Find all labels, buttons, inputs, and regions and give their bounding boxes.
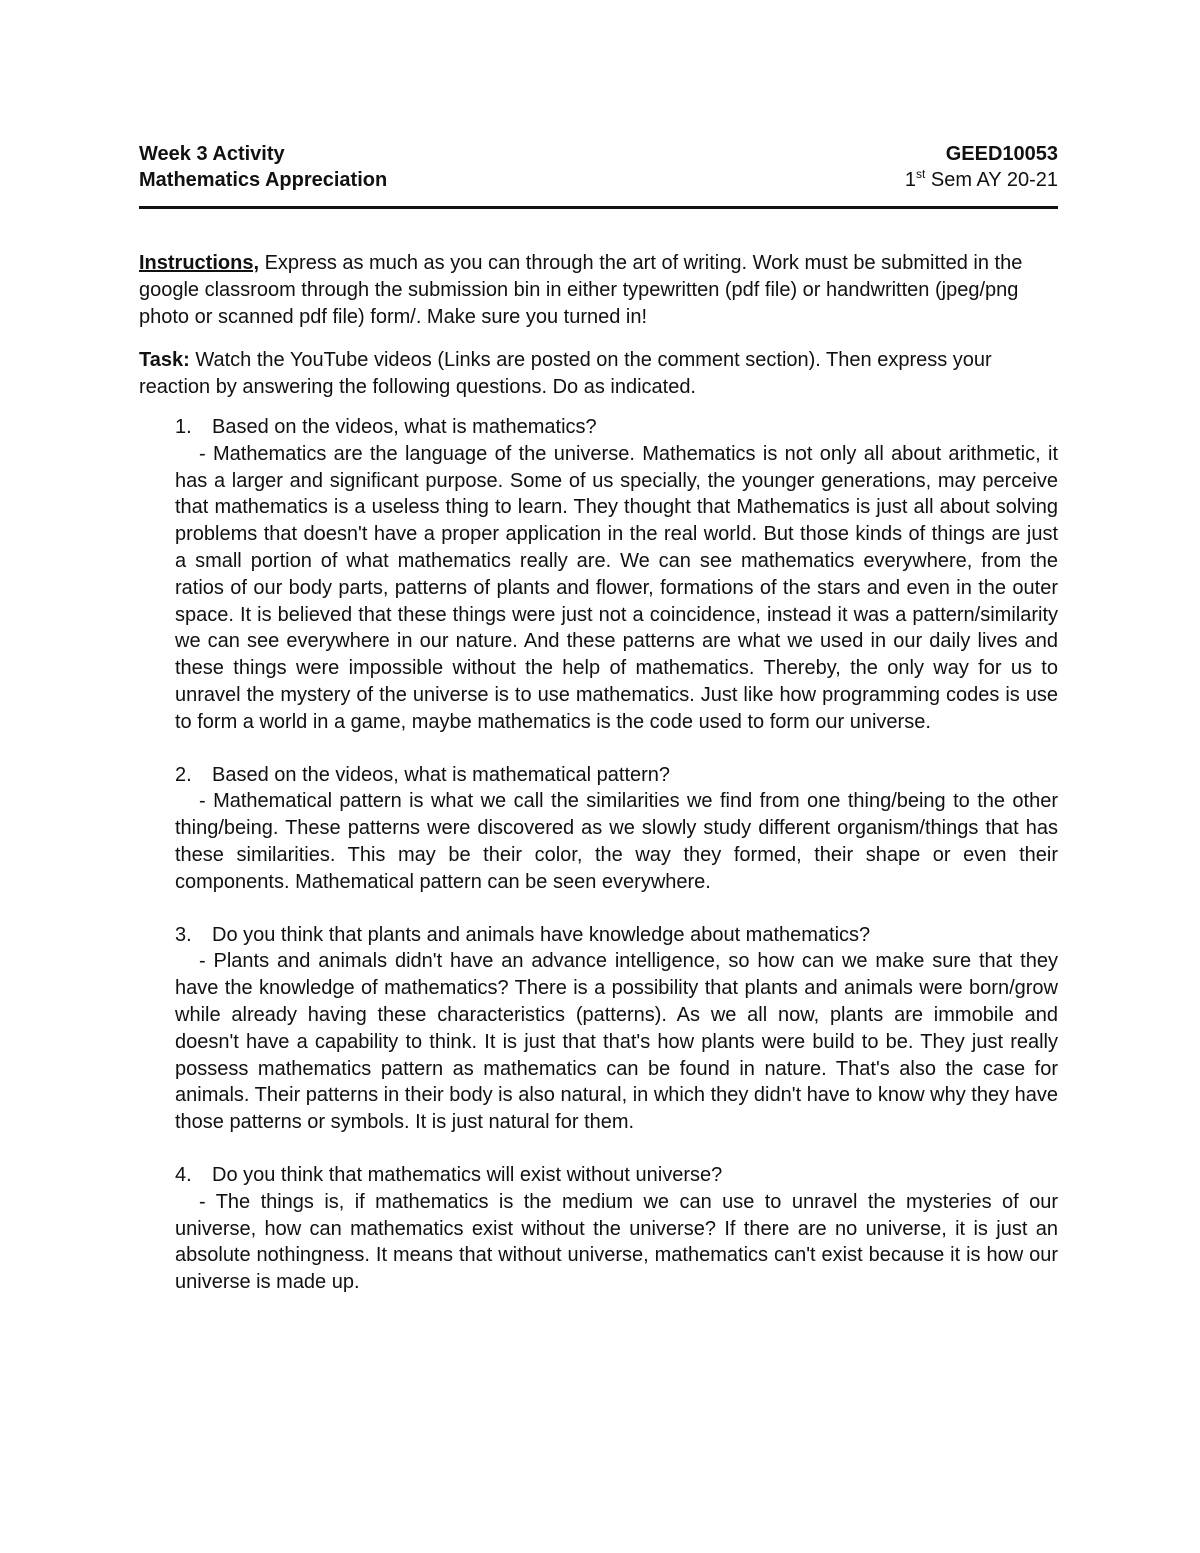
question-text: Do you think that plants and animals have knowledge about mathematics? — [212, 923, 871, 946]
header-divider — [139, 206, 1058, 209]
question-item-1 — [139, 414, 1058, 736]
question-item-2 — [139, 762, 1058, 896]
question-number: 4. — [175, 1163, 192, 1186]
question-item-4 — [139, 1162, 1058, 1296]
answer-text: - Plants and animals didn't have an advance intelligence, so how can we make sure that they have the knowledge of mathematics? There is a possibility that plants and animals were born/grow while already having these characteristics (patterns). As we all now, plants are immobile and doesn't have a capability to think. It is just that that's how plants were build to be. They just really possess mathematics pattern as mathematics can be found in nature. That's also the case for animals. Their patterns in their body is also natural, in which they didn't have to know why they have those patterns or symbols. It is just natural for them. — [175, 950, 1058, 1134]
header-row-1 — [139, 140, 1058, 168]
answer-text: - The things is, if mathematics is the medium we can use to unravel the mysteries of our universe, how can mathematics exist without the universe? If there are no universe, it is just an absolute nothingness. It means that without universe, mathematics can't exist because it is how our universe is made up. — [175, 1190, 1058, 1294]
week-title: Week 3 Activity — [139, 143, 285, 165]
instructions-paragraph — [139, 250, 1058, 330]
question-item-3 — [139, 922, 1058, 1136]
question-text: Do you think that mathematics will exist without universe? — [212, 1163, 723, 1186]
course-name: Mathematics Appreciation — [139, 169, 388, 191]
answer-text: - Mathematical pattern is what we call the similarities we find from one thing/being to the other thing/being. These patterns were discovered as we slowly study different organism/things that has these similarities. This may be their color, the way they formed, their shape or even their components. Mathematical pattern can be seen everywhere. — [175, 790, 1058, 893]
question-list — [139, 414, 1058, 1296]
semester-number: 1 — [904, 169, 916, 191]
document-body — [139, 250, 1058, 1322]
document-header — [139, 140, 1058, 210]
task-label: Task: — [139, 349, 190, 372]
answer-text: - Mathematics are the language of the universe. Mathematics is not only all about arithmetic, it has a larger and significant purpose. Some of us specially, the younger generations, may perceive that mathematics is a useless thing to learn. They thought that Mathematics is just all about solving problems that doesn't have a proper application in the real world. But those kinds of things are just a small portion of what mathematics really are. We can see mathematics everywhere, from the ratios of our body parts, patterns of plants and flower, formations of the stars and even in the outer space. It is believed that these things were just not a coincidence, instead it was a pattern/similarity we can see everywhere in our nature. And these patterns are what we used in our daily lives and these things were impossible without the help of mathematics. Thereby, the only way for us to unravel the mystery of the universe is to use mathematics. Just like how programming codes is use to form a world in a game, maybe mathematics is the code used to form our universe. — [175, 442, 1058, 733]
header-row-2 — [139, 166, 1058, 194]
semester-term: Sem AY 20-21 — [925, 169, 1058, 191]
question-text: Based on the videos, what is mathematical pattern? — [212, 763, 671, 786]
course-code: GEED10053 — [945, 143, 1058, 165]
semester-label — [905, 166, 1058, 194]
question-number: 2. — [175, 763, 192, 786]
question-text: Based on the videos, what is mathematics? — [212, 415, 597, 438]
instructions-label: Instructions, — [139, 252, 260, 274]
instructions-text: Express as much as you can through the art of writing. Work must be submitted in the google classroom through the submission bin in either typewritten (pdf file) or handwritten (jpeg/png photo or scanned pdf file) form/. Make sure you turned in! — [139, 252, 1023, 328]
task-text: Watch the YouTube videos (Links are posted on the comment section). Then express your reaction by answering the following questions. Do as indicated. — [139, 349, 992, 399]
question-number: 1. — [175, 415, 192, 438]
semester-ordinal-suffix: st — [915, 167, 926, 181]
task-paragraph — [139, 347, 1058, 401]
question-number: 3. — [175, 923, 192, 946]
